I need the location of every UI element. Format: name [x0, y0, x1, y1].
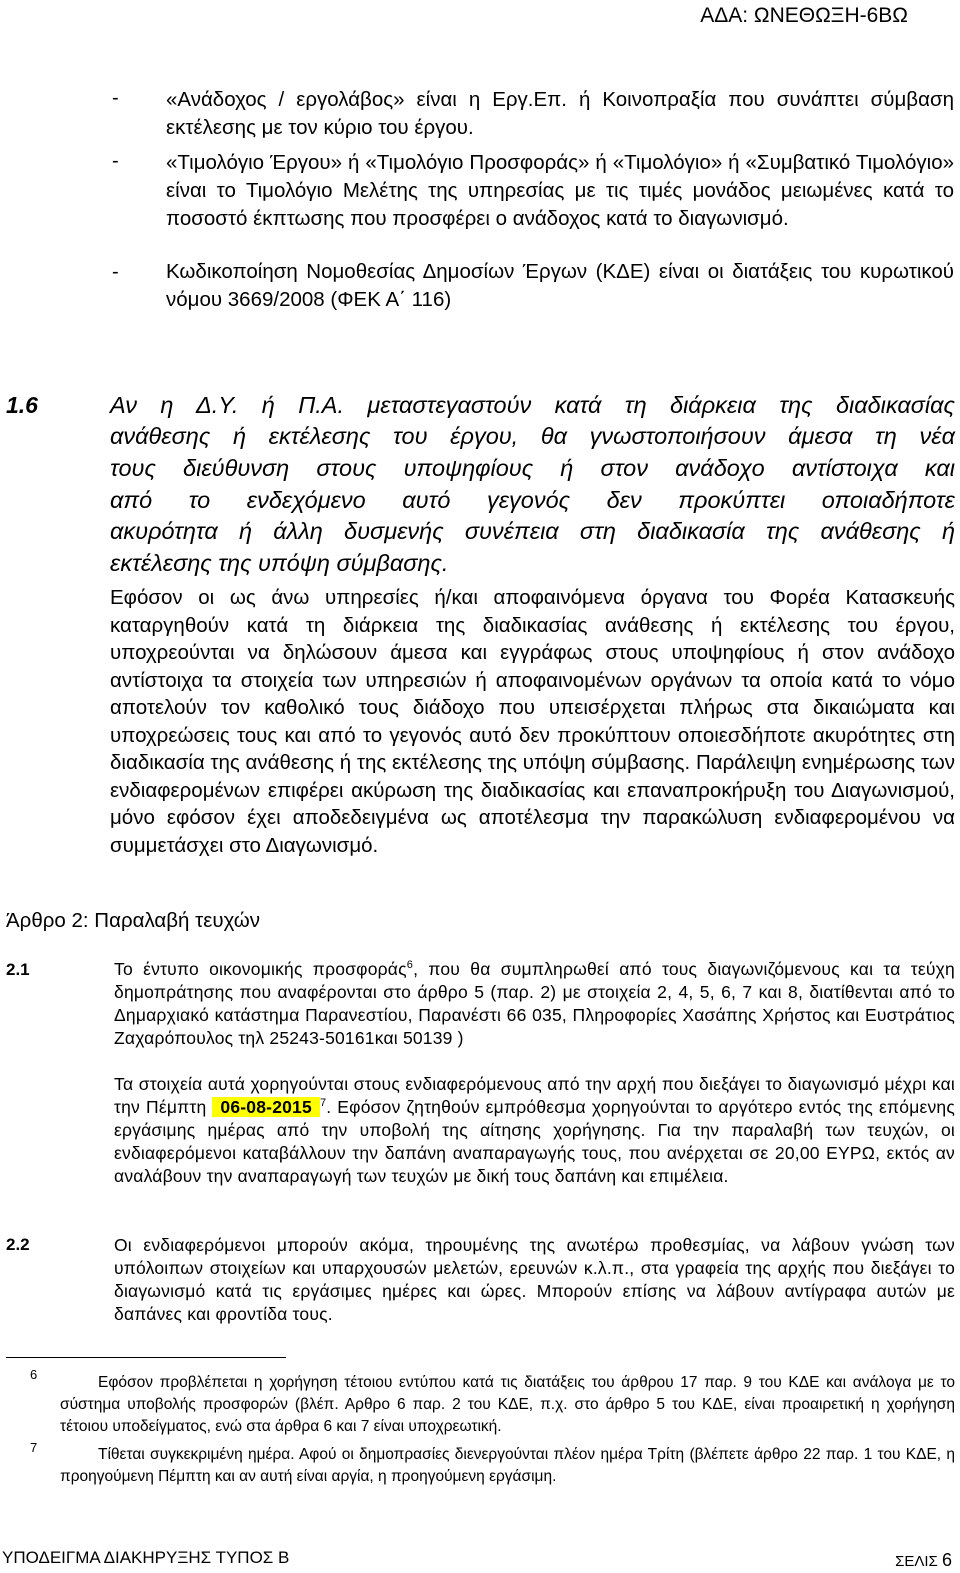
section-1-6-italic-line: Αν η Δ.Υ. ή Π.Α. μεταστεγαστούν κατά τη διάρκεια της διαδικασίας	[110, 392, 955, 418]
section-1-6-italic-line: εκτέλεσης της υπόψη σύμβασης.	[110, 550, 449, 576]
bullet-dash: -	[112, 261, 119, 283]
page-value: 6	[941, 1550, 952, 1570]
ada-code: ΑΔΑ: ΩΝΕΘΩΞΗ-6ΒΩ	[700, 4, 908, 27]
section-2-1-text: Το έντυπο οικονομικής προσφοράς	[114, 959, 407, 979]
page-label: ΣΕΛΙΣ	[895, 1553, 938, 1570]
definition-price-list: «Τιμολόγιο Έργου» ή «Τιμολόγιο Προσφοράς» ή «Τιμολόγιο» ή «Συμβατικό Τιμολόγιο» είναι το Τιμολόγιο Μελέτης της υπηρεσίας με τις τιμές μονάδος μειωμένες κατά το ποσοστό έκπτωσης που προσφέρει ο ανάδοχος κατά το διαγωνισμό.	[166, 151, 954, 230]
section-2-1-text: , που θα συμπληρωθεί από τους διαγωνιζόμενους και τα τεύχη δημοπράτησης που αναφέρονται στο άρθρο 5 (παρ. 2) με στοιχεία 2, 4, 5, 6, 7 και 8, διατίθενται από το Δημαρχιακό κατάστημα Παρανεστίου, Παρανέστι 66 035, Πληροφορίες Χασάπης Χρήστος και Ευστράτιος Ζαχαρόπουλος τηλ 25243-50161και 50139 )	[114, 959, 955, 1048]
section-2-1-text: Τα στοιχεία αυτά χορηγούνται στους ενδιαφερόμενους από την αρχή που διεξάγει το διαγωνισμό μέχρι και την Πέμπτη	[114, 1074, 955, 1117]
footnote-text: Τίθεται συγκεκριμένη ημέρα. Αφού οι δημοπρασίες διενεργούνται πλέον ημέρα Τρίτη (βλέπετε άρθρο 22 παρ. 1 του ΚΔΕ, η προηγούμενη Πέμπτη και αν αυτή είναι αργία, η προηγούμενη εργάσιμη.	[60, 1446, 955, 1485]
definition-kde: Κωδικοποίηση Νομοθεσίας Δημοσίων Έργων (ΚΔΕ) είναι οι διατάξεις του κυρωτικού νόμου 3669/2008 (ΦΕΚ Α΄ 116)	[166, 260, 954, 311]
section-number: 1.6	[6, 392, 38, 418]
page-number	[895, 1550, 952, 1571]
footnote-text: Εφόσον προβλέπεται η χορήγηση τέτοιου εντύπου κατά τις διατάξεις του άρθρου 17 παρ. 9 του ΚΔΕ και ανάλογα με το σύστημα υποβολής προσφορών (βλέπ. Αρθρο 6 παρ. 2 του ΚΔΕ, π.χ. στο άρθρο 5 του ΚΔΕ, είναι προαιρετική η χορήγηση τέτοιου υποδείγματος, ενώ στα άρθρα 6 και 7 είναι υποχρεωτική.	[60, 1374, 955, 1435]
section-1-6-italic-line: από το ενδεχόμενο αυτό γεγονός δεν προκύπτει οποιαδήποτε	[110, 487, 955, 513]
section-number: 2.1	[6, 960, 30, 979]
section-2-1-paragraph-2	[114, 1073, 955, 1188]
section-number: 2.2	[6, 1235, 30, 1254]
article-title: Άρθρο 2: Παραλαβή τευχών	[6, 909, 261, 932]
section-1-6-body: Εφόσον οι ως άνω υπηρεσίες ή/και αποφαινόμενα όργανα του Φορέα Κατασκευής καταργηθούν κατά τη διάρκεια της διαδικασίας ανάθεσης ή εκτέλεσης του έργου, υποχρεούνται να δηλώσουν άμεσα και εγγράφως στους υποψηφίους ή στον ανάδοχο αντίστοιχα τα στοιχεία των υπηρεσιών ή αποφαινομένων οργάνων τα οποία κατά το νόμο αποτελούν τον καθολικό τους διάδοχο που υπεισέρχεται πλήρως στα δικαιώματα και υποχρεώσεις τους και από το γεγονός αυτό δεν προκύπτουν οποιεσδήποτε ακυρότητες στη διαδικασία της ανάθεσης ή της εκτέλεσης της υπόψη σύμβασης. Παράλειψη ενημέρωσης των ενδιαφερομένων επιφέρει ακύρωση της διαδικασίας και επαναπροκήρυξη του Διαγωνισμού, μόνο εφόσον έχει αποδεδειγμένα ως αποτέλεσμα την παρακώλυση ενδιαφερομένου να συμμετάσχει στο Διαγωνισμό.	[110, 586, 955, 857]
bullet-dash: -	[112, 87, 119, 109]
footnote-mark: 7	[30, 1440, 38, 1455]
footnote-ref: 6	[406, 959, 414, 972]
bullet-dash: -	[112, 150, 119, 172]
section-2-1-text: . Εφόσον ζητηθούν εμπρόθεσμα χορηγούνται το αργότερο εντός της επόμενης εργάσιμης ημέρας από την υποβολή της αίτησης χορήγησης. Για την παραλαβή των τευχών, οι ενδιαφερόμενοι καταβάλλουν την δαπάνη αναπαραγωγής τους, που ανέρχεται σε 20,00 ΕΥΡΩ, εκτός αν αναλάβουν την αναπαραγωγή των τευχών με δική τους δαπάνη και επιμέλεια.	[114, 1097, 955, 1186]
section-1-6-italic-line: ακυρότητα ή άλλη δυσμενής συνέπεια στη διαδικασία της ανάθεσης ή	[110, 518, 955, 544]
footnote-separator	[6, 1357, 286, 1358]
highlighted-date: 06-08-2015	[212, 1097, 320, 1117]
section-2-1-paragraph-1	[114, 958, 955, 1050]
footnote-ref: 7	[319, 1097, 327, 1110]
footer-document-title: ΥΠΟΔΕΙΓΜΑ ΔΙΑΚΗΡΥΞΗΣ ΤΥΠΟΣ Β	[2, 1548, 290, 1567]
section-1-6-italic-line: τους διεύθυνση στους υποψηφίους ή στον ανάδοχο αντίστοιχα και	[110, 455, 955, 481]
section-1-6-italic-line: ανάθεσης ή εκτέλεσης του έργου, θα γνωστοποιήσουν άμεσα τη νέα	[110, 423, 955, 449]
footnote-mark: 6	[30, 1367, 38, 1382]
section-2-2-paragraph: Οι ενδιαφερόμενοι μπορούν ακόμα, τηρουμένης της ανωτέρω προθεσμίας, να λάβουν γνώση των υπόλοιπων στοιχείων και υπαρχουσών μελετών, ερευνών κ.λ.π., στα γραφεία της αρχής που διεξάγει το διαγωνισμό κατά τις εργάσιμες ημέρες και ώρες. Μπορούν επίσης να λάβουν αντίγραφα αυτών με δαπάνες και φροντίδα τους.	[114, 1235, 955, 1324]
definition-contractor: «Ανάδοχος / εργολάβος» είναι η Εργ.Επ. ή Κοινοπραξία που συνάπτει σύμβαση εκτέλεσης με τον κύριο του έργου.	[166, 88, 954, 139]
